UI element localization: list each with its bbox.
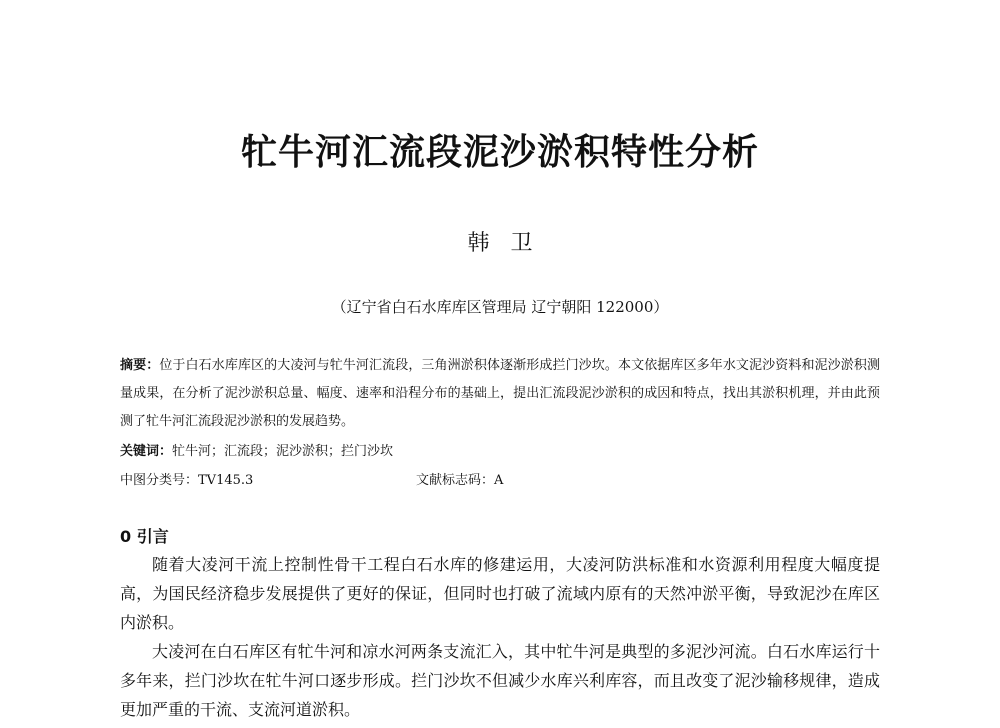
classification-number bbox=[120, 471, 253, 491]
body-paragraph: 大凌河在白石库区有牤牛河和凉水河两条支流汇入，其中牤牛河是典型的多泥沙河流。白石水库运行十多年来，拦门沙坎在牤牛河口逐步形成。拦门沙坎不但减少水库兴利库容，而且改变了泥沙输移规律，造成更加严重的干流、支流河道淤积。 bbox=[120, 642, 880, 719]
classification-value: TV145.3 bbox=[198, 473, 254, 488]
abstract-label: 摘要： bbox=[120, 358, 160, 373]
author-name: 韩 卫 bbox=[467, 231, 533, 256]
keywords-label: 关键词： bbox=[120, 444, 173, 459]
document-code-label: 文献标志码： bbox=[416, 473, 495, 488]
section-body bbox=[120, 550, 880, 724]
keywords bbox=[120, 442, 393, 462]
section-heading: 0 引言 bbox=[120, 527, 169, 546]
abstract-text: 位于白石水库库区的大凌河与牤牛河汇流段，三角洲淤积体逐渐形成拦门沙坎。本文依据库区多年水文泥沙资料和泥沙淤积测量成果，在分析了泥沙淤积总量、幅度、速率和沿程分布的基础上，提出汇流段泥沙淤积的成因和特点，找出其淤积机理，并由此预测了牤牛河汇流段泥沙淤积的发展趋势。 bbox=[120, 358, 880, 429]
abstract bbox=[120, 352, 880, 436]
paper-title: 牤牛河汇流段泥沙淤积特性分析 bbox=[240, 132, 759, 173]
body-paragraph: 随着大凌河干流上控制性骨干工程白石水库的修建运用，大凌河防洪标准和水资源利用程度大幅度提高，为国民经济稳步发展提供了更好的保证，但同时也打破了流域内原有的天然冲淤平衡，导致泥沙在库区内淤积。 bbox=[120, 555, 880, 632]
document-code-value: A bbox=[494, 473, 504, 488]
author-affiliation: （辽宁省白石水库库区管理局 辽宁朝阳 122000） bbox=[331, 298, 669, 316]
document-code bbox=[416, 471, 503, 491]
keywords-text: 牤牛河；汇流段；泥沙淤积；拦门沙坎 bbox=[172, 444, 394, 459]
classification-label: 中图分类号： bbox=[120, 473, 199, 488]
